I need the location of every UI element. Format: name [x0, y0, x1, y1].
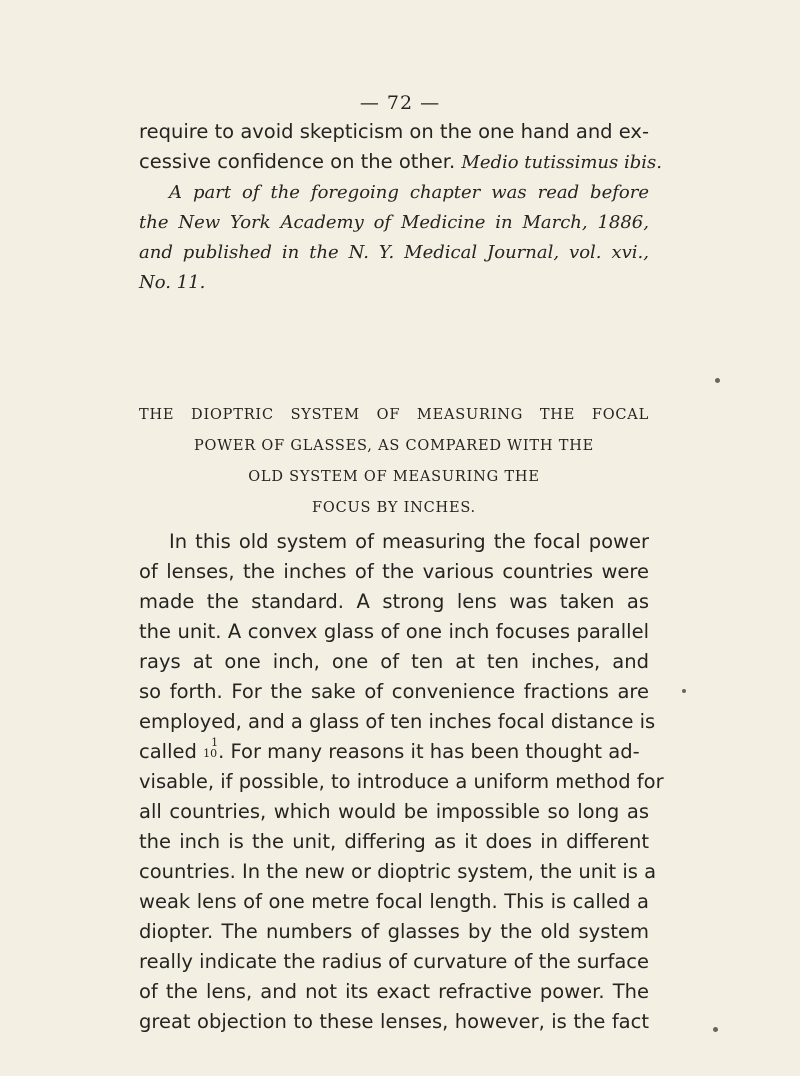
- chapter-note: [139, 178, 649, 298]
- body-line: weak lens of one metre focal length. This is called a: [139, 890, 649, 913]
- note-line: the New York Academy of Medicine in March, 1886,: [139, 212, 649, 233]
- body-line-with-fraction: [139, 737, 649, 767]
- body-line: so forth. For the sake of convenience fractions are: [139, 680, 649, 703]
- body-line: employed, and a glass of ten inches focal distance is: [139, 710, 656, 733]
- fraction-one-tenth: [203, 737, 218, 759]
- fraction-lead-text: called: [139, 740, 197, 763]
- body-line: made the standard. A strong lens was taken as: [139, 590, 649, 613]
- body-line: visable, if possible, to introduce a uniform method for: [139, 770, 664, 793]
- section-heading: [139, 400, 649, 524]
- body-line: of the lens, and not its exact refractive power. The: [139, 980, 649, 1003]
- body-line: the unit. A convex glass of one inch focuses parallel: [139, 620, 649, 643]
- intro-line-with-latin: [139, 147, 662, 177]
- note-line: and published in the N. Y. Medical Journal, vol. xvi.,: [139, 242, 649, 263]
- note-line: No. 11.: [139, 272, 206, 293]
- intro-paragraph: [139, 117, 662, 177]
- body-line: countries. In the new or dioptric system, the unit is a: [139, 860, 657, 883]
- body-line: great objection to these lenses, however, is the fact: [139, 1010, 649, 1033]
- body-line: rays at one inch, one of ten at ten inches, and: [139, 650, 649, 673]
- heading-line: OLD SYSTEM OF MEASURING THE: [248, 469, 540, 485]
- intro-line-text: cessive confidence on the other.: [139, 150, 456, 173]
- body-line: really indicate the radius of curvature of the surface: [139, 950, 649, 973]
- body-line: all countries, which would be impossible so long as: [139, 800, 649, 823]
- fraction-numerator: 1: [211, 736, 219, 749]
- body-line: of lenses, the inches of the various countries were: [139, 560, 649, 583]
- paper-speck: [715, 378, 720, 383]
- body-line: In this old system of measuring the focal power: [169, 530, 649, 553]
- heading-line: THE DIOPTRIC SYSTEM OF MEASURING THE FOCAL: [139, 407, 649, 423]
- body-line: diopter. The numbers of glasses by the old system: [139, 920, 649, 943]
- heading-line: FOCUS BY INCHES.: [312, 500, 476, 516]
- body-line: the inch is the unit, differing as it does in different: [139, 830, 649, 853]
- heading-line: POWER OF GLASSES, AS COMPARED WITH THE: [193, 438, 595, 454]
- paper-speck: [713, 1027, 718, 1032]
- page-number: — 72 —: [359, 92, 441, 114]
- paper-speck: [682, 689, 686, 693]
- note-line: A part of the foregoing chapter was read before: [169, 182, 649, 203]
- fraction-denominator: 10: [203, 747, 218, 760]
- latin-phrase: Medio tutissimus ibis.: [461, 152, 662, 173]
- body-paragraph: [139, 527, 664, 1037]
- intro-line: require to avoid skepticism on the one hand and ex-: [139, 120, 649, 143]
- fraction-trail-text: . For many reasons it has been thought ad-: [218, 740, 640, 763]
